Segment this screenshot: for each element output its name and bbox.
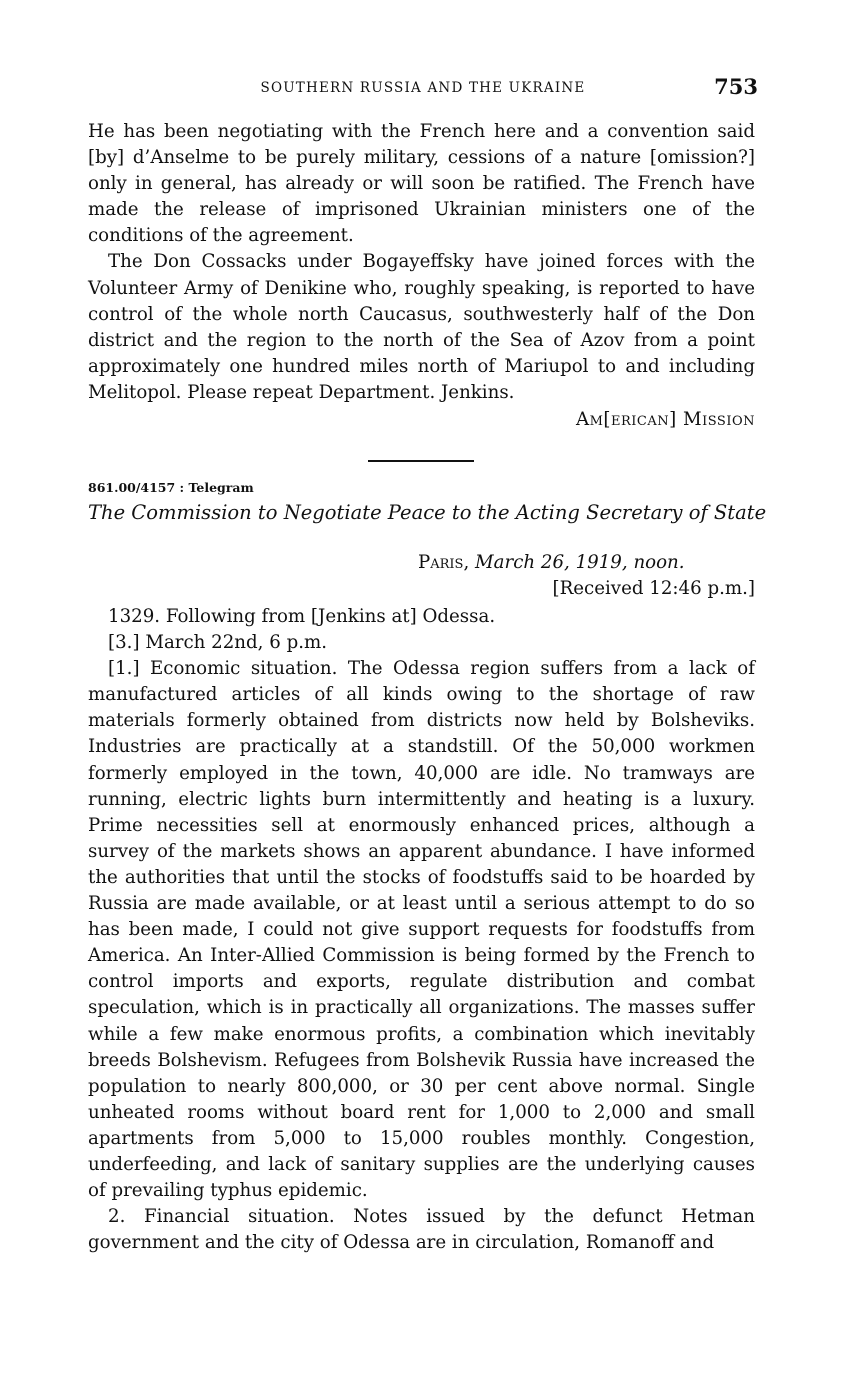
running-title: SOUTHERN RUSSIA AND THE UKRAINE — [260, 80, 586, 96]
file-reference: 861.00/4157 : Telegram — [88, 480, 254, 495]
dateline — [418, 552, 685, 573]
document-title: The Commission to Negotiate Peace to the Acting Secretary of State — [88, 501, 767, 524]
paragraph: 2. Financial situation. Notes issued by the defunct Hetman government and the city of Odessa are in circulation, Romanoff and — [88, 1206, 755, 1254]
continuation-text — [88, 119, 755, 406]
paragraph: He has been negotiating with the French here and a convention said [by] d’Anselme to be purely military, cessions of a nature [omission?] only in general, has already or will soon be ratified. The French have made the release of imprisoned Ukrainian ministers one of the conditions of the agreement. — [88, 121, 755, 247]
received-time: [Received 12:46 p.m.] — [552, 578, 755, 599]
paragraph: [1.] Economic situation. The Odessa region suffers from a lack of manufactured articles of all kinds owing to the shortage of raw materials formerly obtained from districts now held by Bolsheviks. Industries are practically at a standstill. Of the 50,000 workmen formerly employed in the town, 40,000 are idle. No tramways are running, electric lights burn intermittently and heating is a luxury. Prime necessities sell at enormously enhanced prices, although a survey of the markets shows an apparent abundance. I have informed the authorities that until the stocks of foodstuffs said to be hoarded by Russia are made available, or at least until a serious attempt to do so has been made, I could not give support requests for foodstuffs from America. An Inter-Allied Commission is being formed by the French to control imports and exports, regulate distribution and combat speculation, which is in practically all organizations. The masses suffer while a few make enormous profits, a combination which inevitably breeds Bolshevism. Refugees from Bolshevik Russia have increased the population to nearly 800,000, or 30 per cent above normal. Single unheated rooms without board rent for 1,000 to 2,000 and small apartments from 5,000 to 15,000 roubles monthly. Congestion, underfeeding, and lack of sanitary supplies are the underlying causes of prevailing typhus epidemic. — [88, 658, 755, 1202]
section-divider — [368, 460, 474, 462]
dateline-place: Paris, — [418, 552, 470, 573]
paragraph: [3.] March 22nd, 6 p.m. — [108, 632, 328, 654]
telegram-body — [88, 604, 755, 1256]
paragraph: 1329. Following from [Jenkins at] Odessa. — [108, 606, 496, 627]
signature: Am[erican] Mission — [575, 409, 755, 430]
paragraph: The Don Cossacks under Bogayeffsky have joined forces with the Volunteer Army of Denikine who, roughly speaking, is reported to have control of the whole north Caucasus, southwesterly half of the Don district and the region to the north of the Sea of Azov from a point approximately one hundred miles north of Mariupol to and including Melitopol. Please repeat Department. Jenkins. — [88, 251, 755, 403]
dateline-date: March 26, 1919, noon. — [475, 552, 685, 573]
running-head — [88, 74, 758, 104]
page-number: 753 — [714, 74, 758, 99]
